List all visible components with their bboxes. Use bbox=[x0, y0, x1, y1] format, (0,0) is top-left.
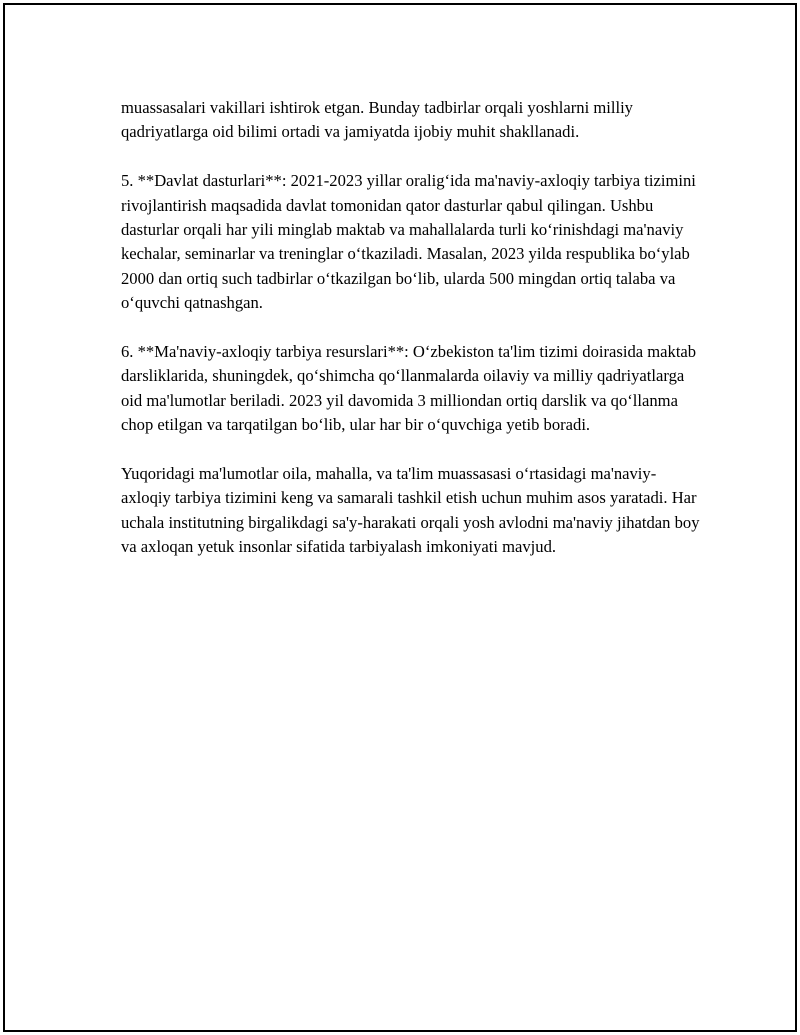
document-page bbox=[3, 3, 797, 1032]
document-body bbox=[121, 96, 701, 584]
paragraph-state-programs: 5. **Davlat dasturlari**: 2021-2023 yillar oralig‘ida ma'naviy-axloqiy tarbiya tizimini rivojlantirish maqsadida davlat tomonidan qator dasturlar qabul qilingan. Ushbu dasturlar orqali har yili minglab maktab va mahallalarda turli ko‘rinishdagi ma'naviy kechalar, seminarlar va treninglar o‘tkaziladi. Masalan, 2023 yilda respublika bo‘ylab 2000 dan ortiq such tadbirlar o‘tkazilgan bo‘lib, ularda 500 mingdan ortiq talaba va o‘quvchi qatnashgan. bbox=[121, 171, 696, 313]
paragraph-education-resources: 6. **Ma'naviy-axloqiy tarbiya resurslari**: O‘zbekiston ta'lim tizimi doirasida maktab darsliklarida, shuningdek, qo‘shimcha qo‘llanmalarda oilaviy va milliy qadriyatlarga oid ma'lumotlar beriladi. 2023 yil davomida 3 milliondan ortiq darslik va qo‘llanma chop etilgan va tarqatilgan bo‘lib, ular har bir o‘quvchiga yetib boradi. bbox=[121, 342, 697, 435]
paragraph-continuation: muassasalari vakillari ishtirok etgan. Bunday tadbirlar orqali yoshlarni milliy qadriyatlarga oid bilimi ortadi va jamiyatda ijobiy muhit shakllanadi. bbox=[121, 98, 633, 142]
paragraph-conclusion: Yuqoridagi ma'lumotlar oila, mahalla, va ta'lim muassasasi o‘rtasidagi ma'naviy-axloqiy tarbiya tizimini keng va samarali tashkil etish uchun muhim asos yaratadi. Har uchala institutning birgalikdagi sa'y-harakati orqali yosh avlodni ma'naviy jihatdan boy va axloqan yetuk insonlar sifatida tarbiyalash imkoniyati mavjud. bbox=[121, 464, 700, 557]
